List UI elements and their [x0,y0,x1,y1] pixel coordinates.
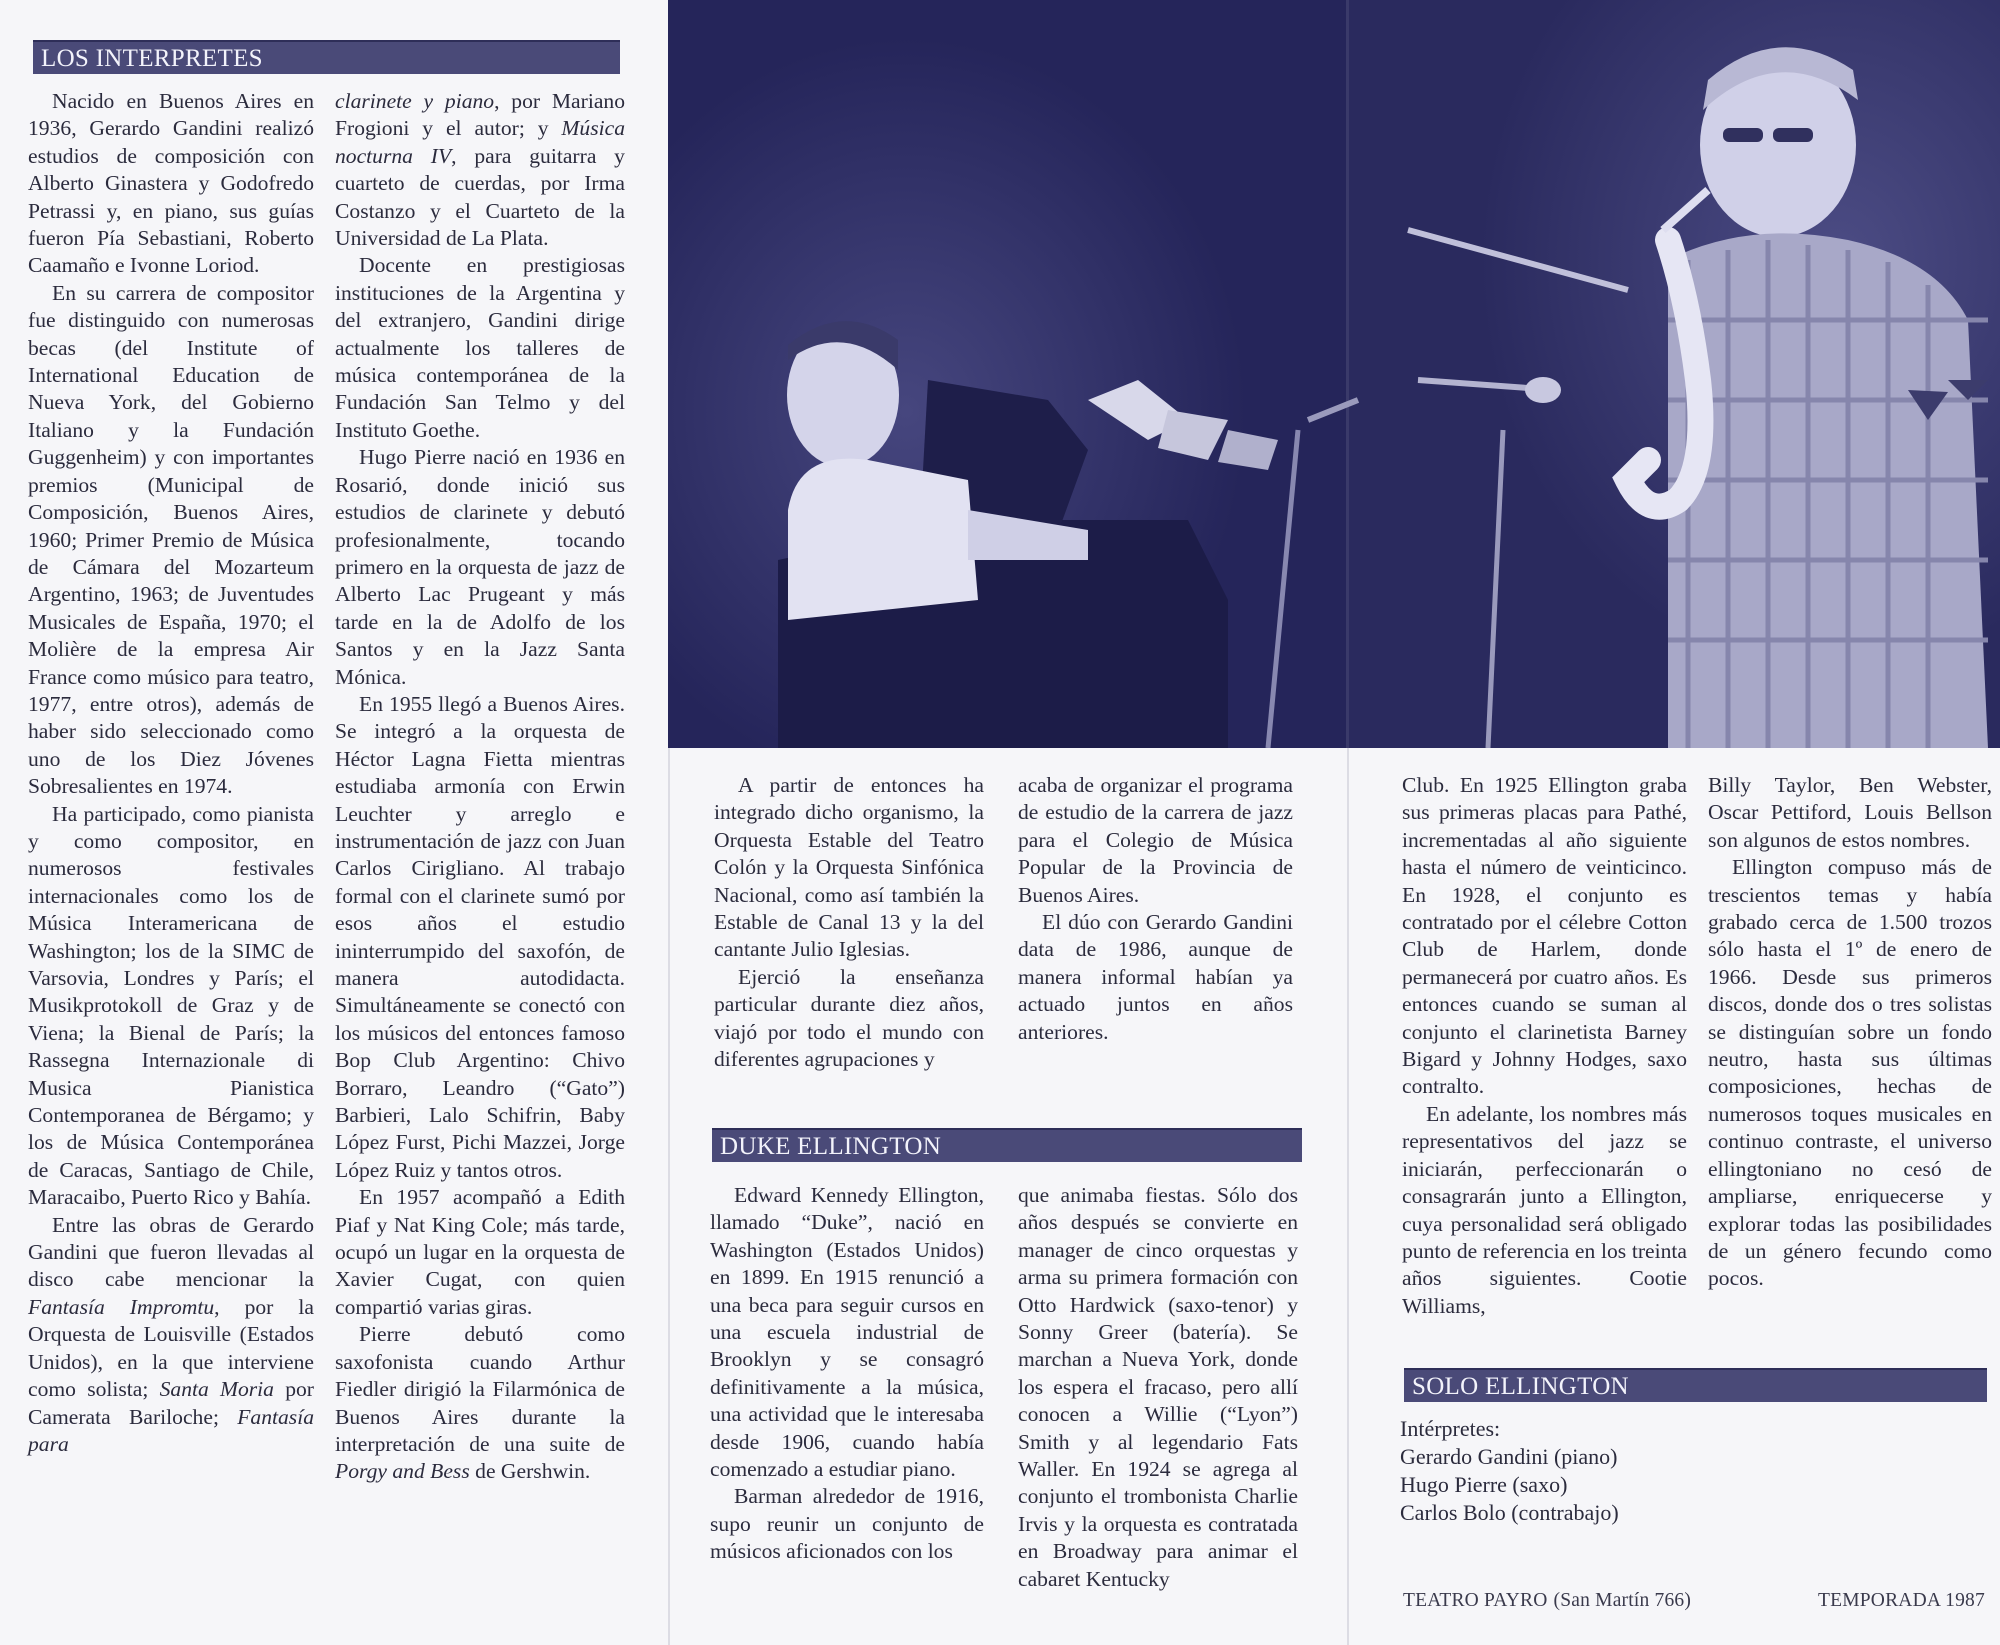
paragraph: Ellington compuso más de trescientos temas y había grabado cerca de 1.500 trozos sólo hasta el 1º de enero de 1966. Desde sus primeros discos, donde dos o tres solistas se distinguían sobre un fondo neutro, hasta sus últimas composiciones, hechas de numerosos toques musicales en continuo contraste, el universo ellingtoniano no cesó de ampliarse, enriquecerse y explorar todas las posibilidades de un género fecundo como pocos. [1708,855,1992,1291]
text-run: por Camerata Bariloche; [28,1377,314,1429]
ellington-column-3 [1402,772,1687,1320]
work-title: Fantasía Impromtu [28,1294,215,1319]
work-title: clarinete y piano [335,89,495,113]
paragraph: En 1957 acompañó a Edith Piaf y Nat King Cole; más tarde, ocupó un lugar en la orquesta de Xavier Cugat, con quien compartió varias giras. [335,1185,625,1319]
interpretes-column-4 [1018,772,1293,1046]
performers-credits [1400,1415,1619,1527]
interpretes-column-2 [335,88,625,1486]
venue-name: TEATRO PAYRO [1403,1590,1548,1611]
paragraph: Billy Taylor, Ben Webster, Oscar Pettiford, Louis Bellson son algunos de estos nombres. [1708,773,1992,852]
paragraph: Ejerció la enseñanza particular durante diez años, viajó por todo el mundo con diferentes agrupaciones y [714,964,984,1072]
performer-item: Gerardo Gandini (piano) [1400,1444,1618,1469]
paragraph: En 1955 llegó a Buenos Aires. Se integró a la orquesta de Héctor Lagna Fietta mientras estudiaba armonía con Erwin Leuchter y arreglo e instrumentación de jazz con Juan Carlos Cirigliano. Al trabajo formal con el clarinete sumó por esos años el estudio ininterrumpido del saxofón, de manera autodidacta. Simultáneamente se conectó con los músicos del entonces famoso Bop Club Argentino: Chivo Borraro, Leandro (“Gato”) Barbieri, Lalo Schifrin, Baby López Furst, Pichi Mazzei, Jorge López Ruiz y tantos otros. [335,691,625,1182]
paragraph: Edward Kennedy Ellington, llamado “Duke”, nació en Washington (Estados Unidos) en 1899. En 1915 renunció a una beca para seguir cursos en una escuela industrial de Brooklyn y se consagró definitivamente a la música, una actividad que le interesaba desde 1906, cuando había comenzado a estudiar piano. [710,1183,984,1482]
work-title: Porgy and Bess [335,1459,470,1484]
paragraph: Hugo Pierre nació en 1936 en Rosarió, donde inició sus estudios de clarinete y debutó profesionalmente, tocando primero en la orquesta de jazz de Alberto Lac Prugeant y más tarde en la de Adolfo de los Santos y en la Jazz Santa Mónica. [335,445,625,689]
text-run: de Gershwin. [469,1459,591,1484]
section-heading-interpretes [33,40,620,74]
performer-item: Carlos Bolo (contrabajo) [1400,1500,1619,1525]
venue-line [1403,1590,1691,1612]
ellington-column-2 [1018,1182,1298,1593]
work-title: Música nocturna IV [335,116,625,168]
text-run: , para guitarra y cuarteto de cuerdas, por Irma Costanzo y el Cuarteto de la Universidad de La Plata. [335,143,625,251]
paragraph: Club. En 1925 Ellington graba sus primeras placas para Pathé, incrementadas al año siguiente hasta el número de veinticinco. En 1928, el conjunto es contratado por el célebre Cotton Club de Harlem, donde permanecerá por cuatro años. Es entonces cuando se suman al conjunto el clarinetista Barney Bigard y Johnny Hodges, saxo contralto. [1402,773,1687,1099]
paragraph: Docente en prestigiosas instituciones de la Argentina y del extranjero, Gandini dirige actualmente los talleres de música contemporánea de la Fundación San Telmo y del Instituto Goethe. [335,253,625,442]
text-run: , por Mariano Frogioni y el autor; y [335,89,625,141]
credits-label: Intérpretes: [1400,1416,1501,1441]
section-heading-solo-ellington [1404,1368,1987,1402]
paragraph: Nacido en Buenos Aires en 1936, Gerardo Gandini realizó estudios de composición con Alberto Ginastera y Godofredo Petrassi y, en piano, sus guías fueron Pía Sebastiani, Roberto Caamaño e Ivonne Loriod. [28,89,314,278]
heading-text: DUKE ELLINGTON [720,1133,942,1160]
work-title: Santa Moria [159,1377,274,1402]
paragraph: En su carrera de compositor fue distinguido con numerosas becas (del Institute of International Education de Nueva York, del Gobierno Italiano y la Fundación Guggenheim) y con importantes premios (Municipal de Composición, Buenos Aires, 1960; Primer Premio de Música de Cámara del Mozarteum Argentino, 1963; de Juventudes Musicales de España, 1970; el Molière de la empresa Air France como músico para teatro, 1977, entre otros), además de haber sido seleccionado como uno de los Diez Jóvenes Sobresalientes en 1974. [28,280,314,799]
interpretes-column-1 [28,88,314,1458]
text-run: Pierre debutó como saxofonista cuando Arthur Fiedler dirigió la Filarmónica de Buenos Aires durante la interpretación de una suite de [335,1322,625,1456]
paragraph: acaba de organizar el programa de estudio de la carrera de jazz para el Colegio de Música Popular de la Provincia de Buenos Aires. [1018,773,1293,907]
text-run: Entre las obras de Gerardo Gandini que fueron llevadas al disco cabe mencionar la [28,1212,314,1292]
paragraph: A partir de entonces ha integrado dicho organismo, la Orquesta Estable del Teatro Colón y la Orquesta Sinfónica Nacional, como así también la Estable de Canal 13 y la del cantante Julio Iglesias. [714,773,984,962]
performers-photo [668,0,2000,748]
paragraph: En adelante, los nombres más representativos del jazz se iniciarán, perfeccionarán o consagrarán junto a Ellington, cuya personalidad será obligado punto de referencia en los treinta años siguientes. Cootie Williams, [1402,1101,1687,1318]
text-run: , por la Orquesta de Louisville (Estados Unidos), en la que interviene como solista; [28,1294,314,1402]
paragraph [28,1212,314,1459]
heading-text: LOS INTERPRETES [41,45,263,72]
performer-item: Hugo Pierre (saxo) [1400,1472,1568,1497]
ellington-column-4 [1708,772,1992,1293]
ellington-column-1 [710,1182,984,1566]
season-label: TEMPORADA 1987 [1818,1590,1985,1611]
paragraph: que animaba fiestas. Sólo dos años después se convierte en manager de cinco orquestas y arma su primera formación con Otto Hardwick (saxo-tenor) y Sonny Greer (batería). Se marchan a Nueva York, donde los espera el fracaso, pero allí conocen a Willie (“Lyon”) Smith y al legendario Fats Waller. En 1924 se agrega al conjunto el trombonista Charlie Irvis y la orquesta es contratada en Broadway para animar el cabaret Kentucky [1018,1183,1298,1591]
paragraph [335,88,625,252]
interpretes-column-3 [714,772,984,1073]
heading-text: SOLO ELLINGTON [1412,1373,1629,1400]
paragraph: Ha participado, como pianista y como compositor, en numerosos festivales internacionales como los de Música Interamericana de Washington; los de la SIMC de Varsovia, Londres y París; el Musikprotokoll de Graz y de Viena; la Bienal de París; la Rassegna Internazionale di Musica Pianistica Contemporanea de Bérgamo; y los de Música Contemporánea de Caracas, Santiago de Chile, Maracaibo, Puerto Rico y Bahía. [28,801,314,1210]
paragraph [335,1321,625,1485]
paragraph: El dúo con Gerardo Gandini data de 1986, aunque de manera informal habían ya actuado juntos en años anteriores. [1018,910,1293,1044]
venue-address: (San Martín 766) [1553,1590,1692,1611]
work-title: Fantasía para [28,1404,314,1456]
section-heading-ellington [712,1128,1302,1162]
paragraph: Barman alrededor de 1916, supo reunir un conjunto de músicos aficionados con los [710,1484,984,1564]
